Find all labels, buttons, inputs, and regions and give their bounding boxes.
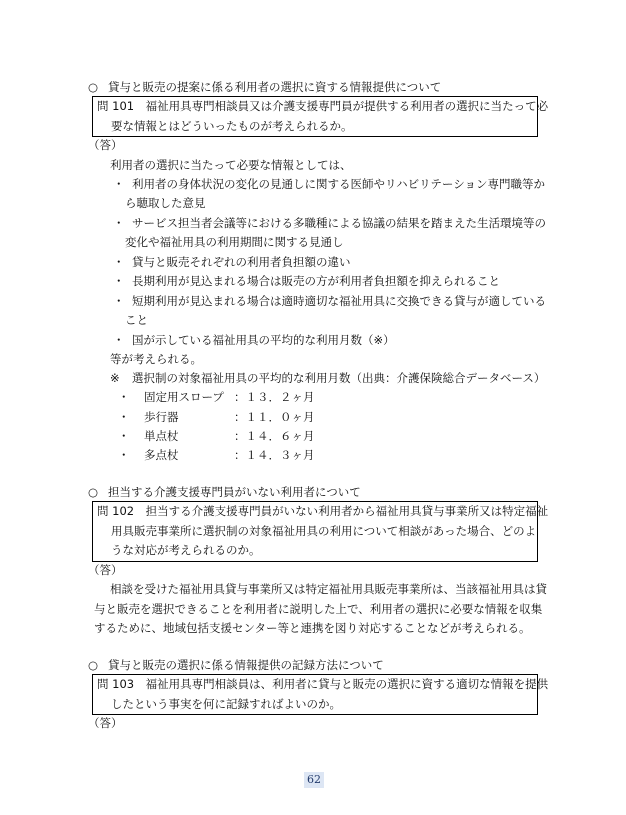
stat-dot: ・ <box>118 429 130 443</box>
stat-value: ：１４．６ヶ月 <box>234 429 315 443</box>
answer-paragraph-line: 相談を受けた福祉用具貸与事業所又は特定福祉用具販売事業所は、当該福祉用具は貸 <box>110 582 547 596</box>
bullet-dot: ・ <box>113 274 125 288</box>
circle-mark: ○ <box>88 80 99 94</box>
stat-name: 固定用スロープ <box>144 390 224 404</box>
bullet-text: 貸与と販売それぞれの利用者負担額の違い <box>132 255 351 269</box>
answer-intro: 利用者の選択に当たって必要な情報としては、 <box>110 158 352 172</box>
answer-closing: 等が考えられる。 <box>110 352 202 366</box>
bullet-item <box>113 272 500 292</box>
section-heading-1 <box>88 78 441 98</box>
bullet-item <box>113 214 546 234</box>
stat-dot: ・ <box>118 448 130 462</box>
stat-value: ：１１．０ヶ月 <box>234 410 315 424</box>
bullet-dot: ・ <box>113 216 125 230</box>
stat-row <box>118 408 315 428</box>
bullet-text: 国が示している福祉用具の平均的な利用月数（※） <box>132 333 395 347</box>
bullet-continuation: 変化や福祉用具の利用期間に関する見通し <box>125 235 344 249</box>
bullet-text: 短期利用が見込まれる場合は適時適切な福祉用具に交換できる貸与が適している <box>132 294 546 308</box>
heading-text: 貸与と販売の提案に係る利用者の選択に資する情報提供について <box>108 80 442 94</box>
question-text-line: 要な情報とはどういったものが考えられるか。 <box>111 118 353 133</box>
bullet-item <box>113 175 545 195</box>
section-heading-3 <box>88 656 384 676</box>
bullet-item <box>113 253 351 273</box>
question-text-line: 福祉用具専門相談員は、利用者に貸与と販売の選択に資する適切な情報を提供 <box>145 677 549 691</box>
answer-paragraph-line: 与と販売を選択できることを利用者に説明した上で、利用者の選択に必要な情報を収集 <box>94 602 543 616</box>
stat-name: 単点杖 <box>144 429 179 443</box>
bullet-continuation: こと <box>125 313 148 327</box>
bullet-dot: ・ <box>113 333 125 347</box>
circle-mark: ○ <box>88 658 99 672</box>
bullet-item <box>113 331 395 351</box>
stat-row <box>118 388 315 408</box>
page-number: 62 <box>304 772 324 788</box>
stat-name: 歩行器 <box>144 410 179 424</box>
answer-label: （答） <box>88 716 123 730</box>
bullet-dot: ・ <box>113 294 125 308</box>
stat-dot: ・ <box>118 390 130 404</box>
question-box-101 <box>92 96 549 137</box>
answer-paragraph-line: するために、地域包括支援センター等と連携を図り対応することなどが考えられる。 <box>94 621 531 635</box>
question-number: 問 101 <box>97 99 135 113</box>
question-text-line: 福祉用具専門相談員又は介護支援専門員が提供する利用者の選択に当たって必 <box>145 99 549 113</box>
stat-row <box>118 446 315 466</box>
bullet-text: 利用者の身体状況の変化の見通しに関する医師やリハビリテーション専門職等か <box>132 177 545 191</box>
section-heading-2 <box>88 483 361 503</box>
bullet-text: サービス担当者会議等における多職種による協議の結果を踏まえた生活環境等の <box>132 216 546 230</box>
question-text-line: 用具販売事業所に選択制の対象福祉用具の利用について相談があった場合、どのよ <box>111 523 537 538</box>
question-number: 問 102 <box>97 504 135 518</box>
answer-label: （答） <box>88 563 123 577</box>
stat-name: 多点杖 <box>144 448 179 462</box>
stat-dot: ・ <box>118 410 130 424</box>
footnote <box>110 369 545 389</box>
heading-text: 担当する介護支援専門員がいない利用者について <box>108 485 361 499</box>
question-text-line: 担当する介護支援専門員がいない利用者から福祉用具貸与事業所又は特定福祉 <box>145 504 549 518</box>
stat-value: ：１４．３ヶ月 <box>234 448 315 462</box>
bullet-text: 長期利用が見込まれる場合は販売の方が利用者負担額を抑えられること <box>132 274 500 288</box>
stat-row <box>118 427 315 447</box>
answer-label: （答） <box>88 138 123 152</box>
question-text-line: うな対応が考えられるのか。 <box>111 543 261 557</box>
heading-text: 貸与と販売の選択に係る情報提供の記録方法について <box>108 658 384 672</box>
stat-value: ：１３．２ヶ月 <box>234 390 315 404</box>
question-text-line: したという事実を何に記録すればよいのか。 <box>111 696 341 711</box>
bullet-item <box>113 292 546 312</box>
question-number: 問 103 <box>97 677 135 691</box>
note-text: 選択制の対象福祉用具の平均的な利用月数（出典：介護保険総合データベース） <box>132 371 546 385</box>
bullet-dot: ・ <box>113 255 125 269</box>
bullet-dot: ・ <box>113 177 125 191</box>
bullet-continuation: ら聴取した意見 <box>125 196 206 210</box>
question-box-103 <box>92 674 549 715</box>
question-box-102 <box>92 501 549 562</box>
circle-mark: ○ <box>88 485 99 499</box>
note-mark: ※ <box>110 371 120 385</box>
